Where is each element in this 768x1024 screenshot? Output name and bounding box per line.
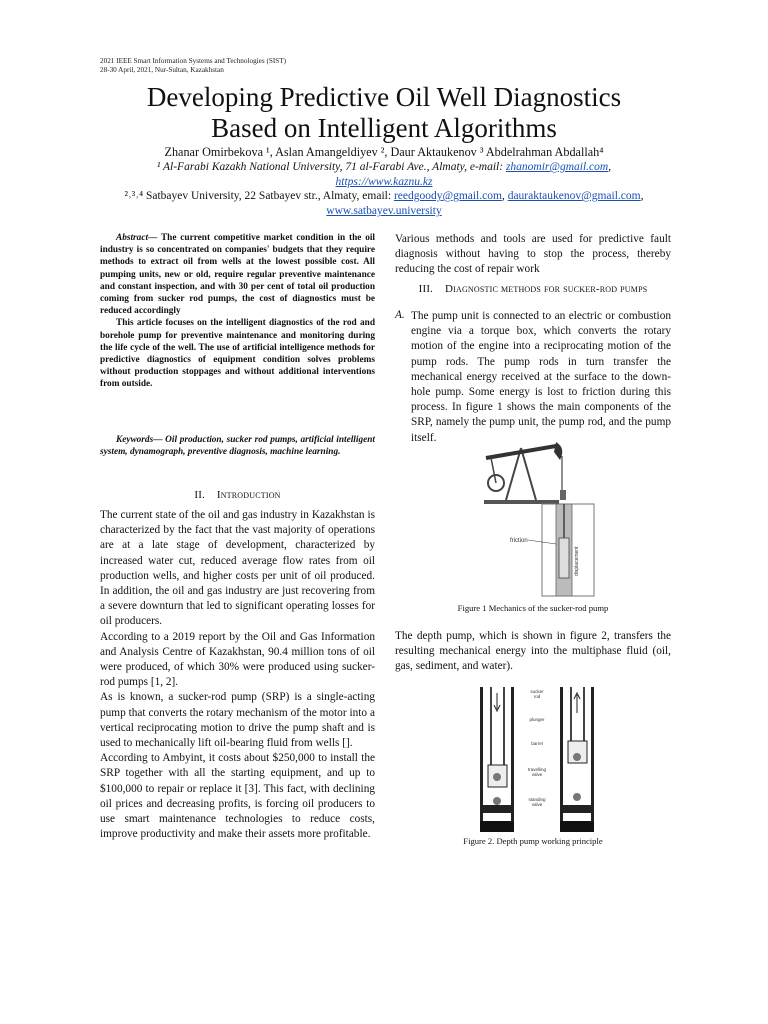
email-link-3[interactable]: dauraktaukenov@gmail.com: [507, 190, 641, 202]
keywords: [100, 434, 375, 458]
barrel-wall: [511, 687, 514, 832]
conference-header: [100, 57, 286, 75]
abstract-dash: —: [148, 233, 161, 243]
label-barrel: barrel: [531, 741, 543, 746]
affiliation-2-url-line: [0, 204, 768, 218]
walking-beam: [486, 446, 556, 458]
figure-2-caption: Figure 2. Depth pump working principle: [463, 836, 603, 846]
pump-bottom: [560, 821, 594, 832]
subsection-a-paragraph: The pump unit is connected to an electric or combustion engine via a torque box, which converts the rotary motion of the engine into a reciprocating motion of the pump rods. The pump rods in turn transfer the mechanical energy received at the surface to the down-hole pump. Some energy is lost to friction during this process. In figure 1 shows the main components of the SRP, namely the pump unit, the pump rod, and the pump itself.: [411, 310, 671, 444]
abstract-text-1: The current competitive market condition in the oil industry is so concentrated on companies' budgets that they require methods to extract oil from wells at the lowest possible cost. All pumping units, new or old, require regular preventive maintenance and constant inspection, and with 30 per cent of total oil production coming from sucker rod pumps, the cost of diagnostics must be reduced accordingly: [100, 233, 376, 317]
sucker-rod-left: [490, 687, 492, 767]
keywords-text: Oil production, sucker rod pumps, artificial intelligent system, dynamograph, preventive diagnosis, machine learning.: [100, 435, 375, 458]
figure-2-depth-pump-diagram: [476, 687, 598, 833]
downhole-pump: [559, 538, 569, 578]
label-valve: valve: [531, 772, 543, 777]
section-heading-diagnostic-methods: [395, 283, 671, 295]
valve-ball: [573, 753, 581, 761]
section-heading-introduction: [100, 489, 375, 501]
subsection-letter: A.: [395, 309, 405, 321]
affiliation-2-comma: ,: [640, 190, 644, 202]
label-rod: rod: [533, 694, 541, 699]
friction-label: friction: [510, 538, 528, 544]
label-valve: valve: [531, 802, 543, 807]
label-standing: standing: [528, 797, 546, 802]
keywords-label: Keywords—: [116, 435, 163, 445]
affiliation-1-text: ¹ Al-Farabi Kazakh National University, 71 al-Farabi Ave., Almaty, e-mail:: [156, 161, 506, 173]
section-title: Introduction: [216, 489, 281, 501]
pump-bottom: [480, 821, 514, 832]
email-link-1[interactable]: zhanomir@gmail.com: [505, 161, 609, 173]
section-number: III.: [418, 283, 434, 295]
samson-post: [521, 448, 536, 500]
affiliation-1-comma: ,: [608, 161, 612, 173]
barrel-wall: [591, 687, 594, 832]
standing-valve-seat: [483, 805, 511, 813]
pitman-arm: [491, 458, 496, 483]
right-intro-paragraph: Various methods and tools are used for predictive fault diagnosis without having to stop the process, thereby reducing the cost of repair work: [395, 233, 671, 276]
standing-valve-seat: [563, 805, 591, 813]
conference-date: 28-30 April, 2021, Nur-Sultan, Kazakhstan: [100, 66, 224, 74]
introduction-body: [100, 508, 375, 842]
section-number: II.: [194, 489, 206, 501]
affiliation-1-url-line: [0, 175, 768, 189]
abstract-paragraph-2: This article focuses on the intelligent diagnostics of the rod and borehole pump for preventive maintenance and monitoring during the life cycle of the well. The use of artificial intelligence methods for predictive diagnostics of equipment condition solves problems without production stoppages and without additional interventions from outside.: [100, 318, 375, 390]
author-list: Zhanar Omirbekova ¹, Aslan Amangeldiyev ², Daur Aktaukenov ³ Abdelrahman Abdallah⁴: [164, 145, 604, 159]
intro-paragraph: According to a 2019 report by the Oil and Gas Information and Analysis Centre of Kazakhstan, 90.4 million tons of oil were produced, of which 30% were produced using sucker-rod pumps [1, 2].: [100, 630, 375, 689]
label-plunger: plunger: [529, 717, 545, 722]
valve-ball: [493, 773, 501, 781]
intro-paragraph: The current state of the oil and gas industry in Kazakhstan is characterized by the fact that the vast majority of operations are at a late stage of development, characterized by increased water cut, reduced average flow rates from oil production wells, and higher costs per unit of oil produced. In addition, the oil and gas industry are just recovering from a severe downturn that led to significant operating losses for oil producers.: [100, 509, 375, 628]
title-line-2: Based on Intelligent Algorithms: [211, 113, 557, 143]
abstract-label: Abstract: [116, 233, 149, 243]
title-line-1: Developing Predictive Oil Well Diagnostics: [146, 82, 622, 112]
sucker-rod-right: [570, 687, 572, 742]
displacement-label: displacement: [574, 546, 580, 576]
satbayev-url-link[interactable]: www.satbayev.university: [326, 205, 442, 217]
section-title: Diagnostic methods for sucker-rod pumps: [444, 283, 648, 295]
barrel-wall: [560, 687, 563, 832]
label-travelling: travelling: [527, 767, 547, 772]
wellhead: [560, 490, 566, 500]
barrel-wall: [480, 687, 483, 832]
sucker-rod-left: [503, 687, 505, 767]
email-link-2[interactable]: reedgoody@gmail.com: [393, 190, 502, 202]
affiliation-2-text: ²˒³˒⁴ Satbayev University, 22 Satbayev str., Almaty, email:: [124, 190, 394, 202]
kaznu-url-link[interactable]: https://www.kaznu.kz: [335, 176, 433, 188]
affiliation-2-separator: ,: [501, 190, 508, 202]
affiliation-2: [0, 189, 768, 203]
intro-paragraph: As is known, a sucker-rod pump (SRP) is a single-acting pump that converts the rotary mechanism of the motor into a vertical reciprocating motion to drive the pump shaft and is used to mechanically lift oil-bearing fluid from wells [].: [100, 691, 375, 750]
pump-base: [484, 500, 559, 504]
affiliation-1: [0, 160, 768, 174]
valve-ball: [493, 797, 501, 805]
valve-ball: [573, 793, 581, 801]
label-sucker: sucker: [530, 689, 544, 694]
sucker-rod-right: [583, 687, 585, 742]
figure-1-sucker-rod-pump-diagram: [476, 438, 596, 598]
conference-name: 2021 IEEE Smart Information Systems and Technologies (SIST): [100, 57, 287, 65]
figure-1-caption: Figure 1 Mechanics of the sucker-rod pump: [457, 603, 609, 613]
intro-paragraph: According to Ambyint, it costs about $250,000 to install the SRP together with all the starting equipment, and up to $100,000 to repair or replace it [3]. This fact, with declining oil prices and decreasing profits, is forcing oil producers to use smart maintenance technologies to reduce costs, improve productivity and make their assets more profitable.: [100, 752, 375, 841]
paper-title: [0, 82, 768, 144]
abstract: [100, 232, 375, 391]
abstract-paragraph-1: [100, 232, 375, 317]
depth-pump-paragraph: The depth pump, which is shown in figure 2, transfers the resulting mechanical energy into the multiphase fluid (oil, gas, sediment, and water).: [395, 630, 671, 673]
